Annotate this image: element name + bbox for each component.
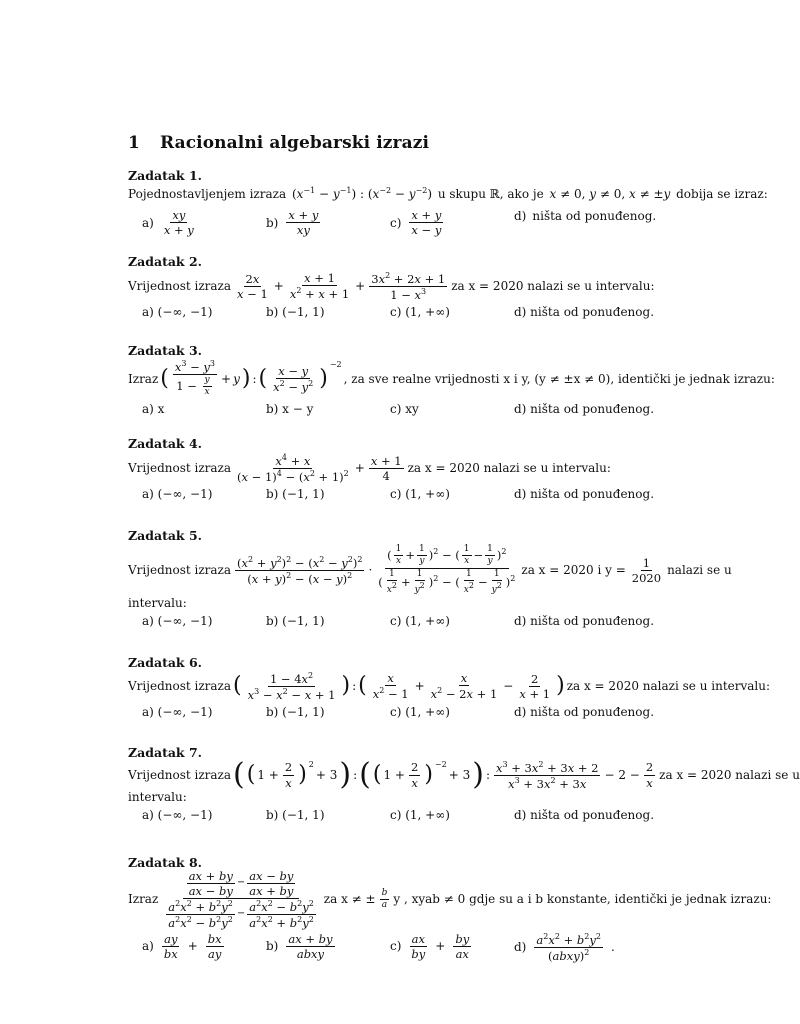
option-b[interactable]: b) (−1, 1): [266, 613, 325, 628]
task-8: [128, 855, 772, 965]
option-a[interactable]: a) $\frac{xy}{x + y}$: [142, 208, 194, 238]
answer-options: [128, 305, 748, 323]
task-statement-cont: intervalu:: [128, 595, 187, 610]
section-number: 1: [128, 133, 140, 153]
task-7: [128, 745, 800, 826]
option-a[interactable]: a) $\frac{ay}{bx}$ + $\frac{bx}{ay}$: [142, 931, 222, 961]
option-d[interactable]: d) ništa od ponuđenog.: [514, 486, 655, 501]
formula: $(x^{-1} - y^{-1})$ : $(x^{-2} - y^{-2})$: [288, 186, 436, 201]
option-c[interactable]: c) $\frac{ax}{by}$ + $\frac{by}{ax}$: [390, 931, 470, 961]
task-statement: Vrijednost izraza ( ( 1 + $\frac{2}{x}$ ) $^2$ + 3 ) : ( ( 1 + $\frac{2}{x}$ ) $^{-2}$ + 3 ) : $\frac{x^3 + 3x^2 + 3x + 2}{x^3 + 3x^2 + 3x}$ − 2 − $\frac{2}{x}$ za x = 2020 nalazi se u: [128, 757, 800, 792]
option-c[interactable]: c) (1, +∞): [390, 704, 450, 719]
option-d[interactable]: d) ništa od ponuđenog.: [514, 401, 655, 416]
option-d[interactable]: d) $\frac{a^2x^2 + b^2y^2}{(abxy)^2}$ .: [514, 931, 615, 963]
task-title: Zadatak 2.: [128, 254, 202, 269]
option-b[interactable]: b) (−1, 1): [266, 704, 325, 719]
task-title: Zadatak 3.: [128, 343, 202, 358]
option-b[interactable]: b) (−1, 1): [266, 808, 325, 822]
option-a[interactable]: a) (−∞, −1): [142, 613, 213, 628]
answer-options: [128, 808, 748, 826]
task-4: [128, 436, 748, 505]
option-c[interactable]: c) xy: [390, 401, 419, 416]
task-title: Zadatak 1.: [128, 168, 202, 183]
task-title: Zadatak 7.: [128, 745, 202, 760]
option-c[interactable]: c) $\frac{x + y}{x - y}$: [390, 208, 442, 238]
option-b[interactable]: b) $\frac{x + y}{xy}$: [266, 208, 319, 238]
answer-options: [128, 933, 748, 965]
section-title: Racionalni algebarski izrazi: [160, 133, 430, 153]
task-title: Zadatak 4.: [128, 436, 202, 451]
option-b[interactable]: b) (−1, 1): [266, 304, 325, 319]
task-title: Zadatak 5.: [128, 528, 202, 543]
option-d[interactable]: d) ništa od ponuđenog.: [514, 304, 655, 319]
task-statement: Vrijednost izraza ( $\frac{1 - 4x^2}{x^3 - x^2 - x + 1}$ ) : ( $\frac{x}{x^2 - 1}$ + $\frac{x}{x^2 - 2x + 1}$ − $\frac{2}{x + 1}$ ) za x = 2020 nalazi se u intervalu:: [128, 671, 771, 702]
formula: x ≠ 0, y ≠ 0, x ≠ ±y: [549, 186, 671, 201]
task-title: Zadatak 8.: [128, 855, 202, 870]
task-statement: Vrijednost izraza $\frac{x^4 + x}{(x - 1)^4 - (x^2 + 1)^2}$ + $\frac{x + 1}{4}$ za x = 2020 nalazi se u intervalu:: [128, 453, 611, 484]
option-a[interactable]: a) (−∞, −1): [142, 486, 213, 501]
answer-options: [128, 487, 748, 505]
option-c[interactable]: c) (1, +∞): [390, 808, 450, 822]
option-d[interactable]: d) ništa od ponuđenog.: [514, 808, 655, 822]
task-5: [128, 528, 748, 632]
option-b[interactable]: b) $\frac{ax + by}{\text{abxy}}$: [266, 931, 333, 961]
section-heading: [128, 133, 429, 153]
task-6: [128, 655, 771, 723]
task-statement: Izraz $\frac{ax + by}{ax - by}$ − $\frac{ax - by}{ax + by}$ $\frac{a^2x^2 + b^2y^2}{a^2x^2 - b^2y^2}$ − $\frac{a^2x^2 - b^2y^2}{a^2x^2 + b^2y^2}$ za x ≠ ± $\frac{b}{a}$ y , xyab ≠ 0 gdje su a i b konstante, identički je jednak izrazu:: [128, 869, 772, 930]
option-a[interactable]: a) (−∞, −1): [142, 808, 213, 822]
option-d[interactable]: d) ništa od ponuđenog.: [514, 704, 655, 719]
option-b[interactable]: b) x − y: [266, 401, 314, 416]
answer-options: [128, 402, 748, 420]
task-statement: Vrijednost izraza $\frac{2x}{x - 1}$ + $\frac{x + 1}{x^2 + x + 1}$ + $\frac{3x^2 + 2x + 1}{1 - x^3}$ za x = 2020 nalazi se u intervalu:: [128, 271, 655, 302]
task-3: [128, 343, 775, 420]
task-2: [128, 254, 748, 323]
answer-options: [128, 209, 748, 237]
task-statement-cont: intervalu:: [128, 790, 187, 804]
option-c[interactable]: c) (1, +∞): [390, 304, 450, 319]
option-b[interactable]: b) (−1, 1): [266, 486, 325, 501]
option-a[interactable]: a) (−∞, −1): [142, 304, 213, 319]
option-a[interactable]: a) x: [142, 401, 165, 416]
answer-options: [128, 705, 748, 723]
task-1: [128, 168, 768, 238]
task-statement: Izraz ( $x^3 - y^3$ 1 − $\frac{y}{x}$ + y ) : ( $\frac{x - y}{x^2 - y^2}$ ) $^{-2}$ , za sve realne vrijednosti x i y, (y ≠ ±x ≠ 0), identički je jednak izrazu:: [128, 359, 775, 398]
task-statement: Pojednostavljenjem izraza $(x^{-1} - y^{-1})$ : $(x^{-2} - y^{-2})$ u skupu ℝ, ako je x ≠ 0, y ≠ 0, x ≠ ±y dobija se izraz:: [128, 186, 768, 201]
option-d[interactable]: d) ništa od ponuđenog.: [514, 613, 655, 628]
task-title: Zadatak 6.: [128, 655, 202, 670]
answer-options: [128, 614, 748, 632]
option-c[interactable]: c) (1, +∞): [390, 613, 450, 628]
option-c[interactable]: c) (1, +∞): [390, 486, 450, 501]
task-statement: Vrijednost izraza $\frac{(x^2 + y^2)^2 - (x^2 - y^2)^2}{(x + y)^2 - (x - y)^2}$ · ( $\frac{1}{x}$ + $\frac{1}{y}$ )$^2$ − ( $\frac{1}{x}$ − $\frac{1}{y}$ )$^2$ ( $\frac{1}{x^2}$ + $\frac{1}{y^2}$ )$^2$ − ( $\frac{1}{x^2}$ − $\frac{1}{y^2}$ )$^2$ za x = 2020 i y = $\frac{1}{2020}$ nalazi se u: [128, 544, 732, 596]
option-d[interactable]: d) ništa od ponuđenog.: [514, 209, 657, 223]
option-a[interactable]: a) (−∞, −1): [142, 704, 213, 719]
